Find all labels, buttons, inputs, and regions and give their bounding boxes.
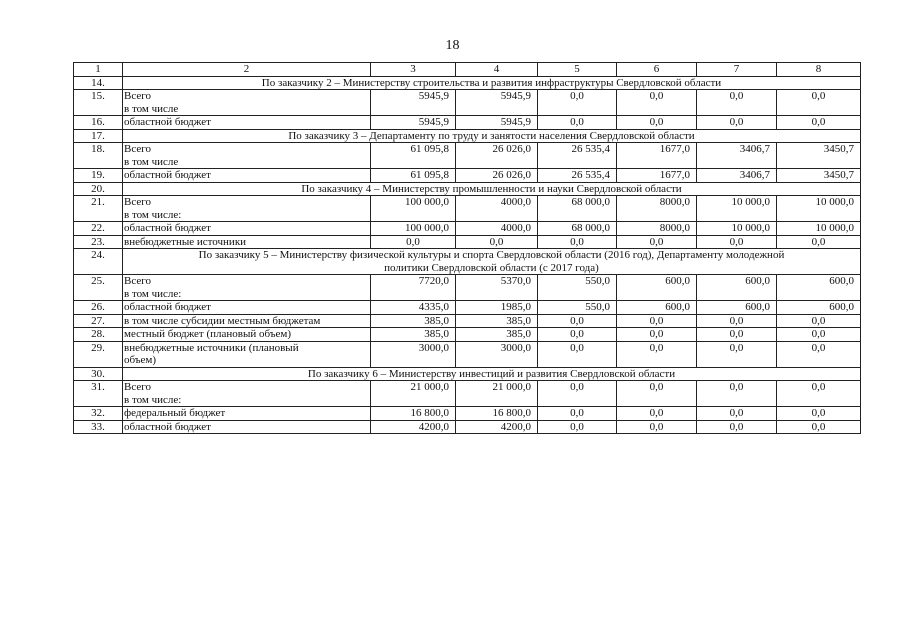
section-title-line: По заказчику 3 – Департаменту по труду и занятости населения Свердловской области: [288, 129, 695, 142]
value-cell: 5945,9: [371, 116, 456, 130]
column-header: 7: [697, 63, 777, 77]
section-title: [123, 182, 861, 196]
value-cell: 0,0: [617, 116, 697, 130]
table-row: [74, 314, 861, 328]
value-cell: 0,0: [371, 235, 456, 249]
value-cell: 5945,9: [371, 90, 456, 116]
value-cell: 16 800,0: [371, 407, 456, 421]
table-row: [74, 143, 861, 169]
value-cell: 1677,0: [617, 169, 697, 183]
table-row: [74, 275, 861, 301]
value-cell: 550,0: [538, 275, 617, 301]
value-cell: 68 000,0: [538, 222, 617, 236]
section-title-line: политики Свердловской области (с 2017 года): [384, 261, 599, 274]
row-number: 19.: [74, 169, 123, 183]
row-label: [123, 169, 371, 183]
value-cell: 3000,0: [456, 341, 538, 367]
column-header: 5: [538, 63, 617, 77]
row-label: [123, 341, 371, 367]
column-header: 8: [777, 63, 861, 77]
value-cell: 4335,0: [371, 301, 456, 315]
value-cell: 26 535,4: [538, 143, 617, 169]
row-number: 27.: [74, 314, 123, 328]
row-label-text: Всего: [124, 143, 151, 155]
value-cell: 385,0: [456, 328, 538, 342]
section-title: [123, 76, 861, 90]
row-label-text: Всего: [124, 275, 151, 287]
value-cell: 0,0: [777, 90, 861, 116]
table-row: [74, 222, 861, 236]
row-number: 28.: [74, 328, 123, 342]
value-cell: 0,0: [538, 235, 617, 249]
value-cell: 0,0: [777, 381, 861, 407]
section-row: [74, 182, 861, 196]
column-header: 6: [617, 63, 697, 77]
row-label-text: областной бюджет: [124, 169, 211, 181]
value-cell: 0,0: [538, 90, 617, 116]
value-cell: 550,0: [538, 301, 617, 315]
column-number-row: [74, 63, 861, 77]
value-cell: 68 000,0: [538, 196, 617, 222]
value-cell: 26 026,0: [456, 143, 538, 169]
table-row: [74, 341, 861, 367]
value-cell: 16 800,0: [456, 407, 538, 421]
row-label-subtext: в том числе:: [124, 287, 182, 300]
value-cell: 0,0: [538, 381, 617, 407]
table-row: [74, 328, 861, 342]
value-cell: 0,0: [538, 314, 617, 328]
budget-table: [73, 62, 861, 434]
value-cell: 21 000,0: [456, 381, 538, 407]
value-cell: 0,0: [617, 328, 697, 342]
row-label: [123, 143, 371, 169]
value-cell: 21 000,0: [371, 381, 456, 407]
row-number: 21.: [74, 196, 123, 222]
value-cell: 0,0: [538, 328, 617, 342]
row-label: [123, 116, 371, 130]
value-cell: 600,0: [697, 275, 777, 301]
row-number: 25.: [74, 275, 123, 301]
value-cell: 0,0: [697, 381, 777, 407]
value-cell: 0,0: [617, 314, 697, 328]
row-label-text: областной бюджет: [124, 420, 211, 433]
row-label: [123, 222, 371, 236]
value-cell: 600,0: [617, 275, 697, 301]
table-row: [74, 381, 861, 407]
column-header: 3: [371, 63, 456, 77]
row-number: 18.: [74, 143, 123, 169]
value-cell: 0,0: [538, 116, 617, 130]
column-header: 1: [74, 63, 123, 77]
row-label: [123, 407, 371, 421]
row-label: [123, 314, 371, 328]
table-row: [74, 407, 861, 421]
value-cell: 8000,0: [617, 196, 697, 222]
row-number: 22.: [74, 222, 123, 236]
value-cell: 0,0: [777, 407, 861, 421]
value-cell: 4000,0: [456, 196, 538, 222]
value-cell: 10 000,0: [777, 196, 861, 222]
row-label-text: Всего: [124, 90, 151, 102]
value-cell: 0,0: [777, 341, 861, 367]
row-number: 31.: [74, 381, 123, 407]
value-cell: 0,0: [617, 420, 697, 434]
row-label: [123, 420, 371, 434]
value-cell: 0,0: [538, 420, 617, 434]
row-label-text: областной бюджет: [124, 301, 211, 313]
value-cell: 3406,7: [697, 143, 777, 169]
value-cell: 61 095,8: [371, 169, 456, 183]
row-label-subtext: объем): [124, 354, 157, 366]
table-row: [74, 235, 861, 249]
value-cell: 8000,0: [617, 222, 697, 236]
value-cell: 385,0: [371, 314, 456, 328]
row-number: 17.: [74, 129, 123, 143]
value-cell: 61 095,8: [371, 143, 456, 169]
value-cell: 0,0: [777, 116, 861, 130]
row-label: [123, 301, 371, 315]
row-label-text: Всего: [124, 381, 151, 393]
value-cell: 26 026,0: [456, 169, 538, 183]
section-row: [74, 367, 861, 381]
row-number: 29.: [74, 341, 123, 367]
row-label-text: местный бюджет (плановый объем): [124, 328, 292, 340]
value-cell: 5945,9: [456, 116, 538, 130]
section-row: [74, 76, 861, 90]
row-label-subtext: в том числе: [124, 102, 179, 115]
value-cell: 0,0: [617, 381, 697, 407]
row-label-text: внебюджетные источники (плановый: [124, 341, 299, 354]
value-cell: 4200,0: [371, 420, 456, 434]
row-label-text: Всего: [124, 196, 151, 208]
row-label-text: внебюджетные источники: [124, 235, 247, 248]
value-cell: 7720,0: [371, 275, 456, 301]
row-label-text: федеральный бюджет: [124, 407, 226, 419]
row-label-subtext: в том числе: [124, 155, 179, 168]
section-title: [123, 367, 861, 381]
value-cell: 5945,9: [456, 90, 538, 116]
section-title-line: По заказчику 6 – Министерству инвестиций и развития Свердловской области: [307, 367, 676, 380]
value-cell: 600,0: [697, 301, 777, 315]
value-cell: 0,0: [617, 341, 697, 367]
value-cell: 3406,7: [697, 169, 777, 183]
value-cell: 0,0: [697, 341, 777, 367]
value-cell: 1985,0: [456, 301, 538, 315]
row-label-text: областной бюджет: [124, 116, 211, 128]
row-label-text: в том числе субсидии местным бюджетам: [124, 314, 321, 327]
value-cell: 4200,0: [456, 420, 538, 434]
value-cell: 4000,0: [456, 222, 538, 236]
table-row: [74, 196, 861, 222]
value-cell: 10 000,0: [697, 196, 777, 222]
value-cell: 3000,0: [371, 341, 456, 367]
value-cell: 0,0: [697, 235, 777, 249]
section-title-line: По заказчику 4 – Министерству промышленности и науки Свердловской области: [301, 182, 682, 195]
value-cell: 0,0: [777, 235, 861, 249]
row-label: [123, 381, 371, 407]
value-cell: 0,0: [697, 90, 777, 116]
value-cell: 0,0: [617, 235, 697, 249]
row-label-text: областной бюджет: [124, 222, 211, 234]
table-row: [74, 301, 861, 315]
value-cell: 3450,7: [777, 169, 861, 183]
row-number: 26.: [74, 301, 123, 315]
row-label: [123, 196, 371, 222]
table-row: [74, 116, 861, 130]
row-label: [123, 275, 371, 301]
section-title: [123, 249, 861, 275]
value-cell: 385,0: [456, 314, 538, 328]
row-label-subtext: в том числе:: [124, 208, 182, 221]
value-cell: 0,0: [617, 90, 697, 116]
row-label: [123, 90, 371, 116]
value-cell: 100 000,0: [371, 222, 456, 236]
value-cell: 26 535,4: [538, 169, 617, 183]
value-cell: 0,0: [538, 341, 617, 367]
value-cell: 0,0: [697, 314, 777, 328]
row-label: [123, 328, 371, 342]
value-cell: 385,0: [371, 328, 456, 342]
value-cell: 0,0: [777, 314, 861, 328]
section-row: [74, 129, 861, 143]
value-cell: 0,0: [617, 407, 697, 421]
column-header: 4: [456, 63, 538, 77]
value-cell: 0,0: [697, 116, 777, 130]
value-cell: 600,0: [617, 301, 697, 315]
value-cell: 0,0: [697, 328, 777, 342]
row-number: 33.: [74, 420, 123, 434]
value-cell: 0,0: [777, 328, 861, 342]
row-label: [123, 235, 371, 249]
column-header: 2: [123, 63, 371, 77]
value-cell: 0,0: [697, 407, 777, 421]
row-number: 20.: [74, 182, 123, 196]
row-number: 15.: [74, 90, 123, 116]
row-number: 32.: [74, 407, 123, 421]
value-cell: 1677,0: [617, 143, 697, 169]
section-title: [123, 129, 861, 143]
row-number: 16.: [74, 116, 123, 130]
section-title-line: По заказчику 2 – Министерству строительства и развития инфраструктуры Свердловской области: [261, 76, 722, 89]
page-number: 18: [445, 38, 460, 53]
row-number: 24.: [74, 249, 123, 275]
table-row: [74, 90, 861, 116]
value-cell: 600,0: [777, 275, 861, 301]
value-cell: 0,0: [538, 407, 617, 421]
row-number: 14.: [74, 76, 123, 90]
value-cell: 10 000,0: [697, 222, 777, 236]
row-number: 30.: [74, 367, 123, 381]
value-cell: 600,0: [777, 301, 861, 315]
table-body: [74, 76, 861, 434]
table-row: [74, 420, 861, 434]
section-title-line: По заказчику 5 – Министерству физической культуры и спорта Свердловской области (2016 год), Департаменту молодежной: [198, 249, 785, 261]
value-cell: 5370,0: [456, 275, 538, 301]
value-cell: 0,0: [777, 420, 861, 434]
value-cell: 0,0: [697, 420, 777, 434]
value-cell: 0,0: [456, 235, 538, 249]
row-label-subtext: в том числе:: [124, 393, 182, 406]
value-cell: 10 000,0: [777, 222, 861, 236]
value-cell: 100 000,0: [371, 196, 456, 222]
row-number: 23.: [74, 235, 123, 249]
table-row: [74, 169, 861, 183]
section-row: [74, 249, 861, 275]
value-cell: 3450,7: [777, 143, 861, 169]
